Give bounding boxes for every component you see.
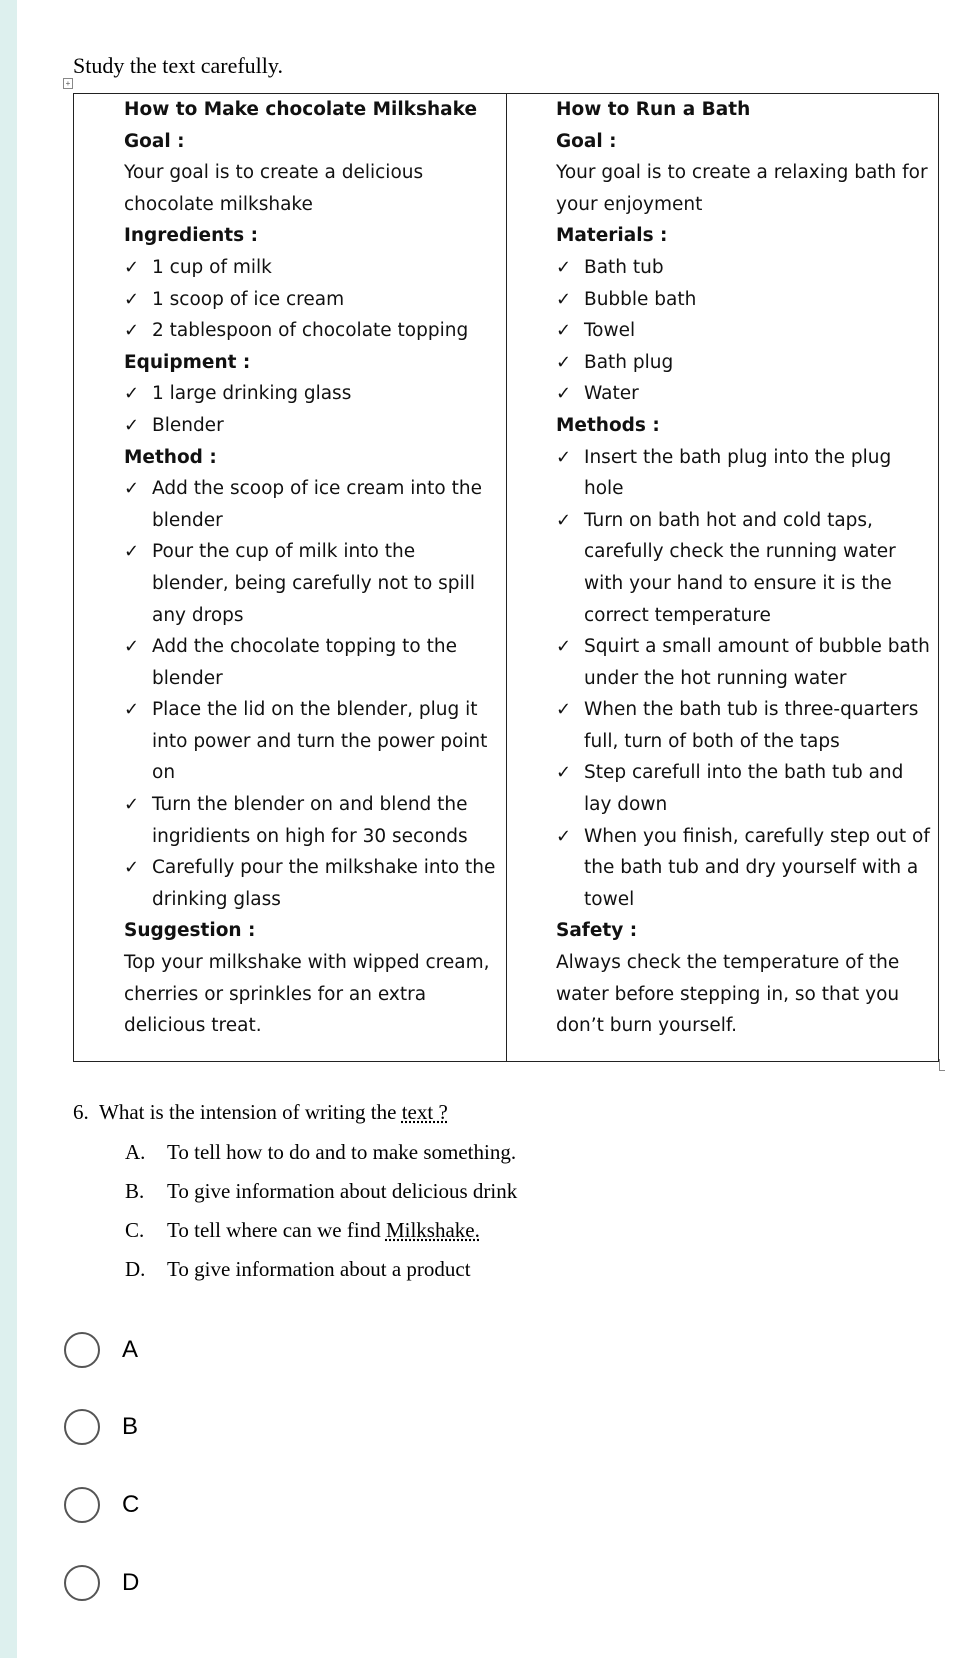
choice-c	[125, 1218, 480, 1243]
radio-button[interactable]	[64, 1409, 100, 1445]
method-step-line: hole	[584, 478, 624, 500]
material-item	[556, 315, 940, 347]
method-step-line: Place the lid on the blender, plug it	[152, 699, 478, 721]
suggestion-line: delicious treat.	[124, 1015, 262, 1037]
check-icon: ✓	[556, 636, 572, 658]
choice-letter: B.	[125, 1179, 145, 1203]
safety-line: water before stepping in, so that you	[556, 983, 900, 1005]
check-icon: ✓	[556, 699, 572, 721]
material-item	[556, 378, 940, 410]
goal-line: Your goal is to create a relaxing bath for	[556, 162, 928, 184]
ingredient-item	[124, 315, 504, 347]
option-b[interactable]	[64, 1409, 138, 1445]
method-step-line: Insert the bath plug into the plug	[584, 446, 892, 468]
table-resize-handle	[939, 1059, 945, 1071]
method-step-line: Squirt a small amount of bubble bath	[584, 636, 930, 658]
method-step-line: Add the chocolate topping to the	[152, 636, 457, 658]
check-icon: ✓	[556, 762, 572, 784]
method-step-line: ingridients on high for 30 seconds	[152, 825, 468, 847]
option-d[interactable]	[64, 1565, 139, 1601]
ingredient-item-text: 1 scoop of ice cream	[152, 288, 345, 310]
method-step-line: on	[152, 762, 176, 784]
choice-b	[125, 1179, 517, 1204]
milkshake-column	[124, 94, 504, 1042]
equipment-item-text: Blender	[152, 414, 224, 436]
material-item	[556, 284, 940, 316]
suggestion-line: cherries or sprinkles for an extra	[124, 983, 427, 1005]
milkshake-title: How to Make chocolate Milkshake	[124, 99, 477, 120]
method-step-line: blender	[152, 509, 223, 531]
method-step	[556, 505, 940, 631]
check-icon: ✓	[556, 383, 572, 405]
check-icon: ✓	[556, 825, 572, 847]
method-step-line: Add the scoop of ice cream into the	[152, 478, 482, 500]
bath-title: How to Run a Bath	[556, 99, 751, 120]
method-step-line: When you finish, carefully step out of	[584, 825, 930, 847]
choice-text-underlined: Milkshake.	[385, 1218, 480, 1242]
choice-letter: C.	[125, 1218, 145, 1242]
choice-a	[125, 1140, 516, 1165]
check-icon: ✓	[124, 320, 140, 342]
ingredient-item	[124, 252, 504, 284]
method-step-line: into power and turn the power point	[152, 730, 488, 752]
material-item-text: Towel	[584, 320, 636, 342]
method-step-line: Turn the blender on and blend the	[152, 794, 468, 816]
material-item	[556, 252, 940, 284]
check-icon: ✓	[556, 288, 572, 310]
method-step	[556, 757, 940, 820]
ingredient-item-text: 1 cup of milk	[152, 256, 272, 278]
option-label: C	[122, 1491, 140, 1518]
method-step-line: When the bath tub is three-quarters	[584, 699, 919, 721]
choice-text: To give information about delicious drink	[167, 1179, 518, 1203]
check-icon: ✓	[124, 699, 140, 721]
check-icon: ✓	[556, 320, 572, 342]
method-label: Method :	[124, 446, 217, 468]
check-icon: ✓	[556, 446, 572, 468]
check-icon: ✓	[556, 509, 572, 531]
method-step-line: lay down	[584, 794, 668, 816]
check-icon: ✓	[124, 383, 140, 405]
method-step-line: Pour the cup of milk into the	[152, 541, 416, 563]
choice-text: To tell where can we find	[167, 1218, 386, 1242]
question-image	[17, 0, 970, 1280]
suggestion-line: Top your milkshake with wipped cream,	[124, 952, 490, 974]
method-step	[556, 821, 940, 916]
ingredients-label: Ingredients :	[124, 225, 258, 247]
material-item-text: Bubble bath	[584, 288, 697, 310]
question-number: 6.	[73, 1100, 89, 1124]
method-step	[556, 442, 940, 505]
method-step-line: blender	[152, 667, 223, 689]
equipment-item	[124, 410, 504, 442]
check-icon: ✓	[124, 256, 140, 278]
option-label: B	[122, 1413, 139, 1440]
ingredient-item	[124, 284, 504, 316]
material-item-text: Water	[584, 383, 639, 405]
method-step-line: Turn on bath hot and cold taps,	[584, 509, 873, 531]
materials-label: Materials :	[556, 225, 668, 247]
check-icon: ✓	[556, 351, 572, 373]
method-step-line: correct temperature	[584, 604, 771, 626]
method-step	[556, 694, 940, 757]
check-icon: ✓	[124, 541, 140, 563]
equipment-item-text: 1 large drinking glass	[152, 383, 352, 405]
goal-line: chocolate milkshake	[124, 193, 313, 215]
question-6	[73, 1100, 448, 1125]
method-step	[124, 473, 504, 536]
safety-line: don’t burn yourself.	[556, 1015, 737, 1037]
choice-d	[125, 1257, 471, 1282]
option-label: D	[122, 1569, 140, 1596]
check-icon: ✓	[124, 414, 140, 436]
check-icon: ✓	[556, 256, 572, 278]
check-icon: ✓	[124, 288, 140, 310]
method-step-line: carefully check the running water	[584, 541, 896, 563]
check-icon: ✓	[124, 636, 140, 658]
goal-line: your enjoyment	[556, 193, 703, 215]
method-step-line: Step carefull into the bath tub and	[584, 762, 904, 784]
method-step-line: under the hot running water	[584, 667, 847, 689]
method-step	[124, 631, 504, 694]
instruction-text: Study the text carefully.	[73, 53, 283, 78]
method-step	[556, 631, 940, 694]
safety-line: Always check the temperature of the	[556, 952, 900, 974]
goal-label: Goal :	[556, 130, 617, 152]
method-step-line: the bath tub and dry yourself with a	[584, 857, 919, 879]
method-step-line: blender, being carefully not to spill	[152, 572, 475, 594]
check-icon: ✓	[124, 857, 140, 879]
table-move-handle-icon: +	[63, 78, 73, 89]
material-item	[556, 347, 940, 379]
equipment-item	[124, 378, 504, 410]
material-item-text: Bath plug	[584, 351, 674, 373]
method-step	[124, 694, 504, 789]
choice-text: To give information about a product	[167, 1257, 471, 1281]
method-step-line: any drops	[152, 604, 244, 626]
method-step-line: towel	[584, 888, 635, 910]
method-step-line: with your hand to ensure it is the	[584, 572, 892, 594]
choice-letter: A.	[125, 1140, 146, 1164]
table-column-divider	[506, 94, 507, 1061]
equipment-label: Equipment :	[124, 351, 251, 373]
safety-label: Safety :	[556, 920, 638, 942]
radio-button[interactable]	[64, 1487, 100, 1523]
method-step	[124, 852, 504, 915]
goal-line: Your goal is to create a delicious	[124, 162, 424, 184]
suggestion-label: Suggestion :	[124, 920, 256, 942]
option-a[interactable]	[64, 1332, 138, 1368]
method-step	[124, 789, 504, 852]
check-icon: ✓	[124, 794, 140, 816]
method-step-line: full, turn of both of the taps	[584, 730, 840, 752]
question-text: What is the intension of writing the	[99, 1100, 402, 1124]
left-margin-strip	[0, 0, 17, 1658]
option-label: A	[122, 1336, 139, 1363]
method-step	[124, 536, 504, 631]
choice-text: To tell how to do and to make something.	[167, 1140, 517, 1164]
radio-button[interactable]	[64, 1332, 100, 1368]
procedure-table	[73, 93, 939, 1062]
choice-letter: D.	[125, 1257, 146, 1281]
option-c[interactable]	[64, 1487, 139, 1523]
radio-button[interactable]	[64, 1565, 100, 1601]
ingredient-item-text: 2 tablespoon of chocolate topping	[152, 320, 469, 342]
question-text-underlined: text ?	[401, 1100, 448, 1124]
material-item-text: Bath tub	[584, 256, 664, 278]
goal-label: Goal :	[124, 130, 185, 152]
method-step-line: Carefully pour the milkshake into the	[152, 857, 496, 879]
methods-label: Methods :	[556, 414, 660, 436]
check-icon: ✓	[124, 478, 140, 500]
bath-column	[556, 94, 940, 1042]
method-step-line: drinking glass	[152, 888, 281, 910]
